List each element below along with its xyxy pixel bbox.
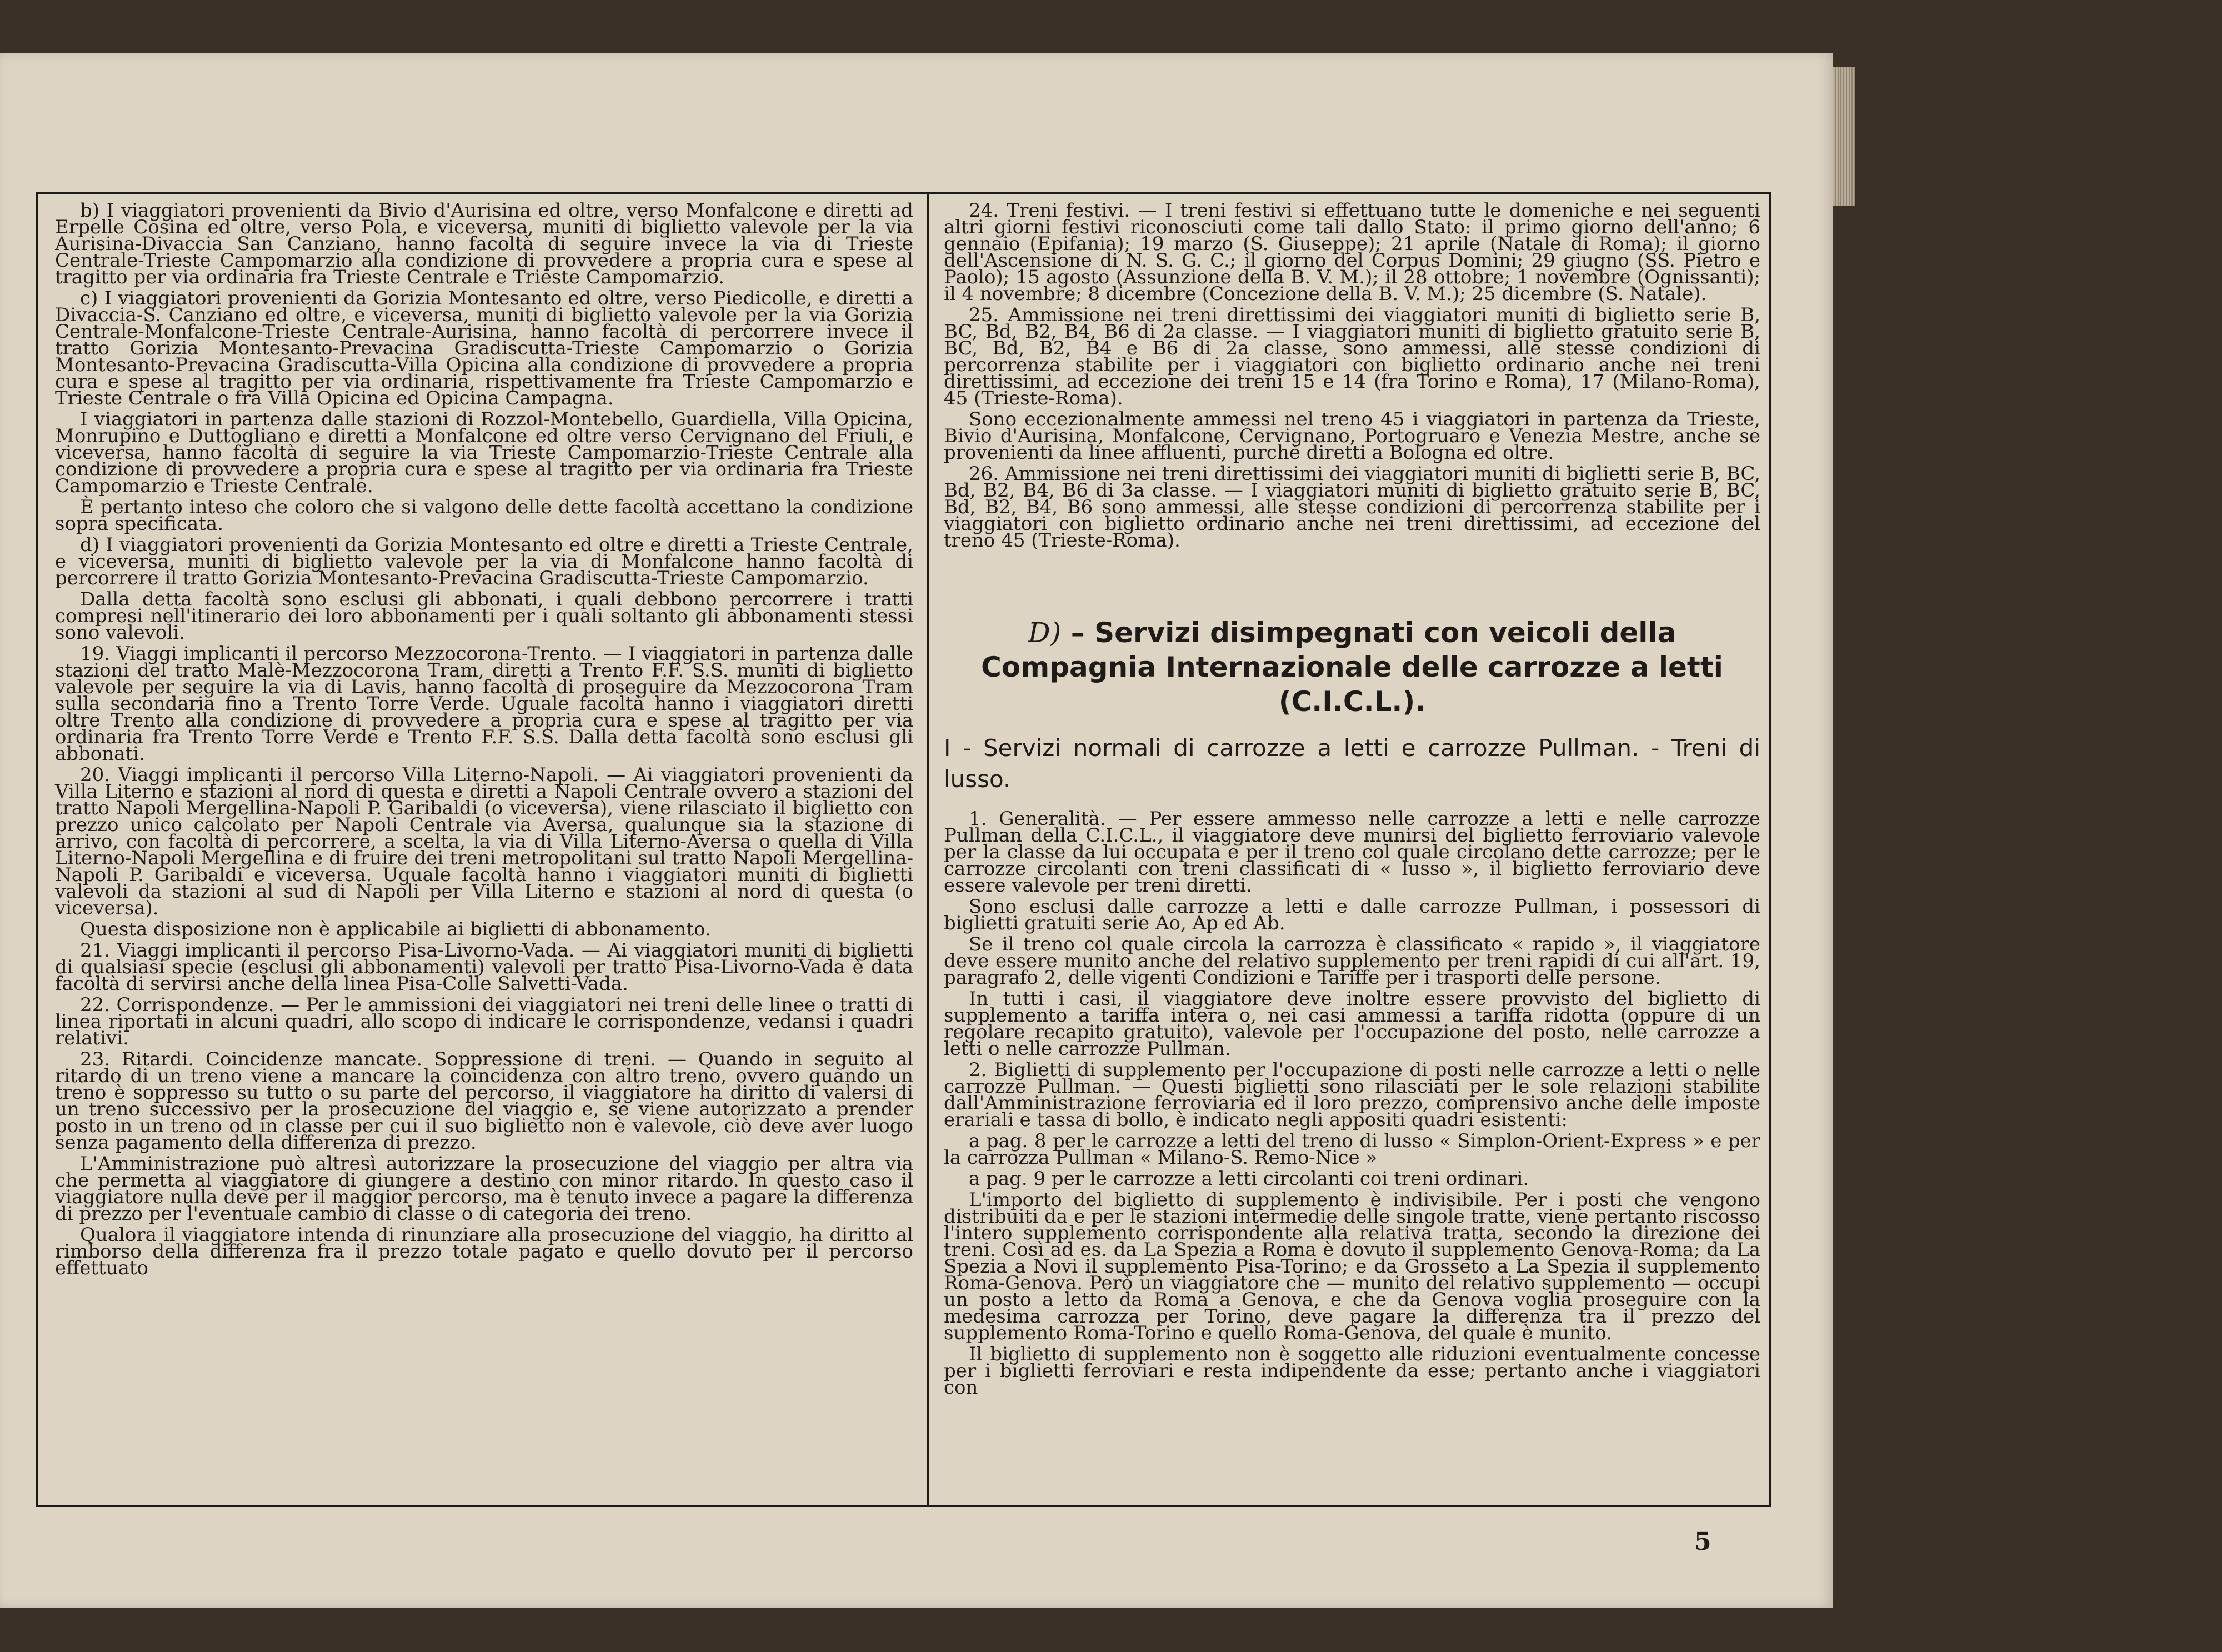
paragraph: Sono esclusi dalle carrozze a letti e dalle carrozze Pullman, i possessori di biglietti gratuiti serie Ao, Ap ed Ab. <box>944 895 1760 934</box>
subheading: I - Servizi normali di carrozze a letti e carrozze Pullman. - Treni di lusso. <box>944 734 1760 793</box>
paragraph: a pag. 9 per le carrozze a letti circolanti coi treni ordinari. <box>969 1168 1529 1190</box>
paragraph: b) I viaggiatori provenienti da Bivio d'Aurisina ed oltre, verso Monfalcone e diretti ad Erpelle Cosina ed oltre, verso Pola, e viceversa, muniti di biglietto valevole per la via Aurisina-Divaccia San Canziano, hanno facoltà di seguire invece la via di Trieste Centrale-Trieste Campomarzio alla condizione di provvedere a propria cura e spese al tragitto per via ordinaria fra Trieste Centrale e Trieste Campomarzio. <box>55 199 913 288</box>
paragraph: In tutti i casi, il viaggiatore deve inoltre essere provvisto del biglietto di supplemento a tariffa intera o, nei casi ammessi a tariffa ridotta (oppure di un regolare recapito gratuito), valevole per l'occupazione del posto, nelle carrozze a letti o nelle carrozze Pullman. <box>944 988 1760 1060</box>
paragraph: Sono eccezionalmente ammessi nel treno 45 i viaggiatori in partenza da Trieste, Bivio d'Aurisina, Monfalcone, Cervignano, Portogruaro e Venezia Mestre, anche se provenienti da linee affluenti, purchè diretti a Bologna ed oltre. <box>944 408 1760 464</box>
paragraph: È pertanto inteso che coloro che si valgono delle dette facoltà accettano la condizione sopra specificata. <box>55 496 913 535</box>
paragraph: Il biglietto di supplemento non è soggetto alle riduzioni eventualmente concesse per i biglietti ferroviari e resta indipendente da esse; pertanto anche i viaggiatori con <box>944 1343 1760 1399</box>
paragraph: Qualora il viaggiatore intenda di rinunziare alla prosecuzione del viaggio, ha diritto al rimborso della differenza fra il prezzo totale pagato e quello dovuto per il percorso effettuato <box>55 1224 913 1279</box>
right-column <box>944 199 1760 1400</box>
paragraph: 1. Generalità. — Per essere ammesso nelle carrozze a letti e nelle carrozze Pullman della C.I.C.L., il viaggiatore deve munirsi del biglietto ferroviario valevole per la classe da lui occupata e per il treno col quale circolano dette carrozze; per le carrozze circolanti con treni classificati di « lusso », il biglietto ferroviario deve essere valevole per treni diretti. <box>944 808 1760 897</box>
paragraph: 24. Treni festivi. — I treni festivi si effettuano tutte le domeniche e nei seguenti altri giorni festivi riconosciuti come tali dallo Stato: il primo giorno dell'anno; 6 gennaio (Epifania); 19 marzo (S. Giuseppe); 21 aprile (Natale di Roma); il giorno dell'Ascensione di N. S. G. C.; il giorno del Corpus Domini; 29 giugno (SS. Pietro e Paolo); 15 agosto (Assunzione della B. V. M.); il 28 ottobre; 1 novembre (Ognissanti); il 4 novembre; 8 dicembre (Concezione della B. V. M.); 25 dicembre (S. Natale). <box>944 199 1760 305</box>
paragraph: Se il treno col quale circola la carrozza è classificato « rapido », il viaggiatore deve essere munito anche del relativo supplemento per treni rapidi di cui all'art. 19, paragrafo 2, delle vigenti Condizioni e Tariffe per i trasporti delle persone. <box>944 933 1760 989</box>
paragraph: 21. Viaggi implicanti il percorso Pisa-Livorno-Vada. — Ai viaggiatori muniti di biglietti di qualsiasi specie (esclusi gli abbonamenti) valevoli per tratto Pisa-Livorno-Vada è data facoltà di servirsi anche della linea Pisa-Colle Salvetti-Vada. <box>55 939 913 995</box>
paragraph: Dalla detta facoltà sono esclusi gli abbonati, i quali debbono percorrere i tratti compresi nell'itinerario dei loro abbonamenti per i quali soltanto gli abbonamenti stessi sono valevoli. <box>55 588 913 644</box>
paragraph: L'Amministrazione può altresì autorizzare la prosecuzione del viaggio per altra via che permetta al viaggiatore di giungere a destino con minor ritardo. In questo caso il viaggiatore nulla deve per il maggior percorso, ma è tenuto invece a pagare la differenza di prezzo per l'eventuale cambio di classe o di categoria dei treno. <box>55 1153 913 1225</box>
paragraph: d) I viaggiatori provenienti da Gorizia Montesanto ed oltre e diretti a Trieste Centrale, e viceversa, muniti di biglietto valevole per la via di Monfalcone hanno facoltà di percorrere il tratto Gorizia Montesanto-Prevacina Gradiscutta-Trieste Campomarzio. <box>55 534 913 589</box>
paragraph: 2. Biglietti di supplemento per l'occupazione di posti nelle carrozze a letti o nelle carrozze Pullman. — Questi biglietti sono rilasciati per le sole relazioni stabilite dall'Amministrazione ferroviaria ed il loro prezzo, comprensivo anche delle imposte erariali e tassa di bollo, è indicato negli appositi quadri esistenti: <box>944 1059 1760 1131</box>
page-edges <box>1833 67 1855 206</box>
paragraph: 25. Ammissione nei treni direttissimi dei viaggiatori muniti di biglietto serie B, BC, Bd, B2, B4, B6 di 2a classe. — I viaggiatori muniti di biglietto gratuito serie B, BC, Bd, B2, B4 e B6 di 2a classe, sono ammessi, alle stesse condizioni di percorrenza stabilite per i viaggiatori con biglietto ordinario anche nei treni direttissimi, ad eccezione dei treni 15 e 14 (fra Torino e Roma), 17 (Milano-Roma), 45 (Trieste-Roma). <box>944 304 1760 409</box>
paragraph: c) I viaggiatori provenienti da Gorizia Montesanto ed oltre, verso Piedicolle, e diretti a Divaccia-S. Canziano ed oltre, e viceversa, muniti di biglietto valevole per la via Gorizia Centrale-Monfalcone-Trieste Centrale-Aurisina, hanno facoltà di percorrere invece il tratto Gorizia Montesanto-Prevacina Gradiscutta-Trieste Campomarzio o Gorizia Montesanto-Prevacina Gradiscutta-Villa Opicina alla condizione di provvedere a propria cura e spese al tragitto per via ordinaria, rispettivamente fra Trieste Campomarzio e Trieste Centrale o fra Villa Opicina ed Opicina Campagna. <box>55 287 913 409</box>
paragraph: a pag. 8 per le carrozze a letti del treno di lusso « Simplon-Orient-Express » e per la carrozza Pullman « Milano-S. Remo-Nice » <box>944 1130 1760 1169</box>
column-divider <box>927 194 929 1505</box>
paragraph: 20. Viaggi implicanti il percorso Villa Literno-Napoli. — Ai viaggiatori provenienti da Villa Literno e stazioni al nord di questa e diretti a Napoli Centrale ovvero a stazioni del tratto Napoli Mergellina-Napoli P. Garibaldi (o viceversa), viene rilasciato il biglietto con prezzo unico calcolato per Napoli Centrale via Aversa, qualunque sia la stazione di arrivo, con facoltà di percorrere, a scelta, la via di Villa Literno-Aversa o quella di Villa Literno-Napoli Mergellina e di fruire dei treni metropolitani sul tratto Napoli Mergellina-Napoli P. Garibaldi e viceversa. Uguale facoltà hanno i viaggiatori muniti di biglietti valevoli da stazioni al sud di Napoli per Villa Literno e stazioni al nord di questa (o viceversa). <box>55 764 913 919</box>
text-frame <box>36 192 1771 1507</box>
paragraph: 26. Ammissione nei treni direttissimi dei viaggiatori muniti di biglietti serie B, BC, Bd, B2, B4, B6 di 3a classe. — I viaggiatori muniti di biglietto gratuito serie B, BC, Bd, B2, B4, B6 sono ammessi, alle stesse condizioni di percorrenza stabilite per i viaggiatori con biglietto ordinario anche nei treni direttissimi, ad eccezione del treno 45 (Trieste-Roma). <box>944 463 1760 552</box>
paragraph: 19. Viaggi implicanti il percorso Mezzocorona-Trento. — I viaggiatori in partenza dalle stazioni del tratto Malè-Mezzocorona Tram, diretti a Trento F.F. S.S. muniti di biglietto valevole per seguire la via di Lavis, hanno facoltà di proseguire da Mezzocorona Tram sulla secondaria fino a Trento Torre Verde. Uguale facoltà hanno i viaggiatori diretti oltre Trento alla condizione di provvedere a propria cura e spese al tragitto per via ordinaria fra Trento Torre Verde e Trento F.F. S.S. Dalla detta facoltà sono esclusi gli abbonati. <box>55 643 913 765</box>
section-title: – Servizi disimpegnati con veicoli della Compagnia Internazionale delle carrozze a letti (C.I.C.L.). <box>981 617 1723 718</box>
paragraph: I viaggiatori in partenza dalle stazioni di Rozzol-Montebello, Guardiella, Villa Opicina, Monrupino e Duttogliano e diretti a Monfalcone ed oltre verso Cervignano del Friuli, e viceversa, hanno facoltà di seguire la via Trieste Campomarzio-Trieste Centrale alla condizione di provvedere a propria cura e spese al tragitto per via ordinaria fra Trieste Campomarzio e Trieste Centrale. <box>55 408 913 497</box>
section-heading <box>944 615 1760 719</box>
book-page <box>0 53 1833 1608</box>
section-letter: D) <box>1028 617 1062 649</box>
paragraph: 22. Corrispondenze. — Per le ammissioni dei viaggiatori nei treni delle linee o tratti di linea riportati in alcuni quadri, allo scopo di indicare le corrispondenze, vedansi i quadri relativi. <box>55 994 913 1049</box>
paragraph: L'importo del biglietto di supplemento è indivisibile. Per i posti che vengono distribuiti da e per le stazioni intermedie delle singole tratte, viene pertanto riscosso l'intero supplemento corrispondente alla relativa tratta, secondo la direzione dei treni. Così ad es. da La Spezia a Roma è dovuto il supplemento Genova-Roma; da La Spezia a Novi il supplemento Pisa-Torino; e da Grosseto a La Spezia il supplemento Roma-Genova. Però un viaggiatore che — munito del relativo supplemento — occupi un posto a letto da Roma a Genova, e che da Genova voglia proseguire con la medesima carrozza per Torino, deve pagare la differenza tra il prezzo del supplemento Roma-Torino e quello Roma-Genova, del quale è munito. <box>944 1189 1760 1344</box>
left-column <box>55 199 913 1281</box>
paragraph: 23. Ritardi. Coincidenze mancate. Soppressione di treni. — Quando in seguito al ritardo di un treno viene a mancare la coincidenza con altro treno, ovvero quando un treno è soppresso su tutto o su parte del percorso, il viaggiatore ha diritto di valersi di un treno successivo per la prosecuzione del viaggio e, se viene autorizzato a prender posto in un treno od in classe per cui il suo biglietto non è valevole, ciò deve aver luogo senza pagamento della differenza di prezzo. <box>55 1048 913 1154</box>
page-number: 5 <box>1694 1528 1711 1556</box>
paragraph: Questa disposizione non è applicabile ai biglietti di abbonamento. <box>80 918 711 940</box>
